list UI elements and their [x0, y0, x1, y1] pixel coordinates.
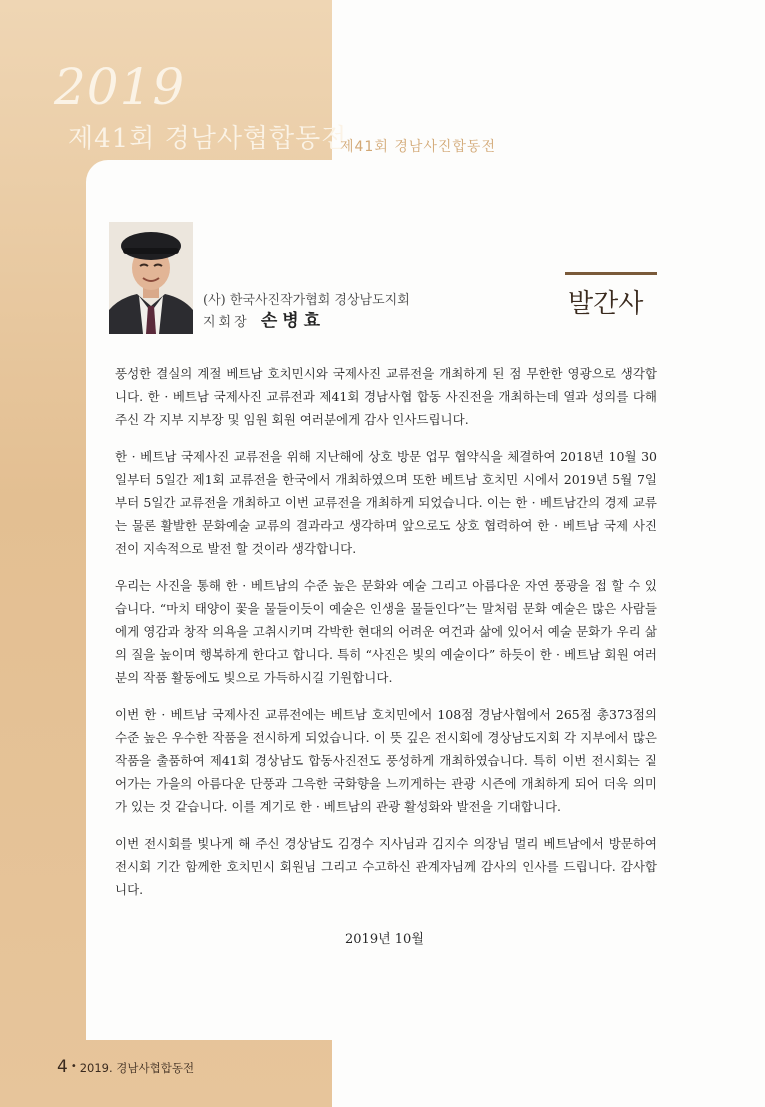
- author-role: 지회장: [203, 315, 250, 330]
- year-title: 2019: [54, 58, 186, 116]
- page-heading: 발간사: [568, 289, 644, 319]
- publication-name: 2019. 경남사협합동전: [79, 1061, 195, 1075]
- author-name: 손병효: [260, 311, 326, 331]
- paragraph-3: 우리는 사진을 통해 한 · 베트남의 수준 높은 문화와 예술 그리고 아름다운 자연 풍광을 접 할 수 있습니다. “마치 태양이 꽃을 물들이듯이 예술은 인생을 물들인다”는 말처럼 문화 예술은 많은 사람들에게 영감과 창작 의욕을 고취시키며 각박한 현대의 어려운 여건과 삶에 있어서 예술 문화가 우리 삶의 질을 높이며 행복하게 한다고 합니다. 특히 “사진은 빛의 예술이다” 하듯이 한 · 베트남 회원 여러분의 작품 활동에도 빛으로 가득하시길 기원합니다.: [115, 578, 657, 685]
- portrait-image: [109, 222, 193, 334]
- author-portrait: [109, 222, 193, 334]
- date-line: 2019년 10월: [345, 932, 424, 947]
- author-affiliation: (사) 한국사진작가협회 경상남도지회: [203, 293, 410, 308]
- paragraph-2: 한 · 베트남 국제사진 교류전을 위해 지난해에 상호 방문 업무 협약식을 체결하여 2018년 10월 30일부터 5일간 제1회 교류전을 한국에서 개최하였으며 또한 베트남 호치민 시에서 2019년 5월 7일부터 5일간 교류전을 개최하고 이번 교류전을 개최하게 되었습니다. 이는 한 · 베트남간의 경제 교류는 물론 활발한 문화예술 교류의 결과라고 생각하며 앞으로도 상호 협력하여 한 · 베트남 국제 사진전이 지속적으로 발전 할 것이라 생각합니다.: [115, 449, 657, 556]
- paragraph-4: 이번 한 · 베트남 국제사진 교류전에는 베트남 호치민에서 108점 경남사협에서 265점 총373점의 수준 높은 우수한 작품을 전시하게 되었습니다. 이 뜻 깊은 전시회에 경상남도지회 각 지부에서 많은 작품을 출품하여 제41회 경상남도 합동사진전도 풍성하게 개최하였습니다. 특히 이번 전시회는 짙어가는 가을의 아름다운 단풍과 그윽한 국화향을 느끼게하는 관광 시즌에 개최하게 되어 더욱 의미가 있는 것 같습니다. 이를 계기로 한 · 베트남의 관광 활성화와 발전을 기대합니다.: [115, 707, 657, 814]
- heading-rule: [565, 272, 657, 275]
- paragraph-1: 풍성한 결실의 계절 베트남 호치민시와 국제사진 교류전을 개최하게 된 점 무한한 영광으로 생각합니다. 한 · 베트남 국제사진 교류전과 제41회 경남사협 합동 사진전을 개최하는데 열과 성의를 다해주신 각 지부 지부장 및 임원 회원 여러분에게 감사 인사드립니다.: [115, 366, 657, 427]
- author-role-line: [203, 306, 325, 331]
- paragraph-5: 이번 전시회를 빛나게 해 주신 경상남도 김경수 지사님과 김지수 의장님 멀리 베트남에서 방문하여 전시회 기간 함께한 호치민시 회원님 그리고 수고하신 관계자님께 감사의 인사를 드립니다. 감사합니다.: [115, 836, 657, 897]
- page-number: 4: [57, 1057, 68, 1077]
- exhibition-subtitle: 제41회 경남사진합동전: [340, 139, 496, 155]
- bullet-separator: •: [70, 1061, 77, 1072]
- exhibition-title: 제41회 경남사협합동전: [68, 124, 348, 154]
- body-text: [115, 362, 657, 915]
- page-footer: [57, 1057, 194, 1077]
